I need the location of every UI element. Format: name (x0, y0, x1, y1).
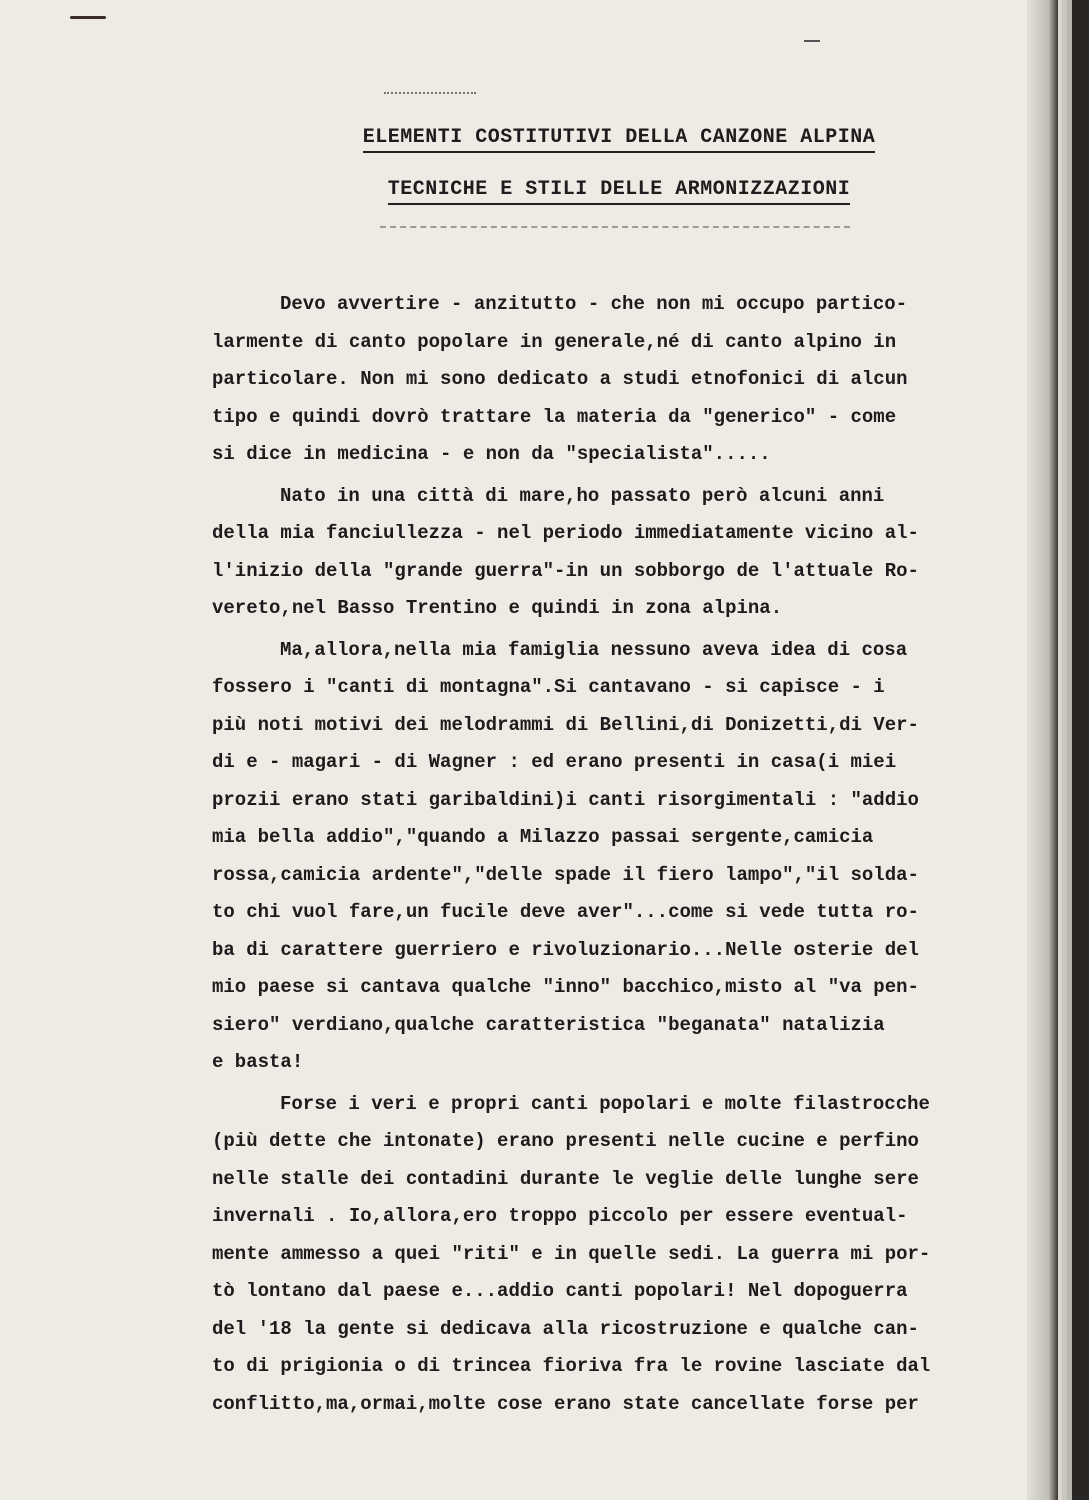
text-line: tipo e quindi dovrò trattare la materia da "generico" - come (212, 405, 897, 428)
text-line: del '18 la gente si dedicava alla ricostruzione e qualche can- (212, 1317, 919, 1340)
document-subtitle (0, 178, 1058, 201)
text-line: invernali . Io,allora,ero troppo piccolo per essere eventual- (212, 1205, 908, 1227)
text-line: l'inizio della "grande guerra"-in un sobborgo de l'attuale Ro- (212, 559, 919, 582)
dashed-rule (380, 226, 850, 228)
text-line: si dice in medicina - e non da "specialista"..... (212, 443, 771, 465)
text-line: particolare. Non mi sono dedicato a studi etnofonici di alcun (212, 368, 908, 390)
document-body (212, 286, 1032, 1423)
text-line: della mia fanciullezza - nel periodo immediatamente vicino al- (212, 522, 919, 544)
paragraph (212, 286, 1032, 474)
text-line: tò lontano dal paese e...addio canti popolari! Nel dopoguerra (212, 1280, 908, 1302)
text-line: Devo avvertire - anzitutto - che non mi occupo partico- (280, 293, 908, 315)
text-line: to di prigionia o di trincea fioriva fra le rovine lasciate dal (212, 1355, 931, 1377)
text-line: prozii erano stati garibaldini)i canti risorgimentali : "addio (212, 788, 919, 811)
ink-mark (70, 16, 106, 19)
text-line: conflitto,ma,ormai,molte cose erano state cancellate forse per (212, 1392, 919, 1415)
paragraph (212, 1086, 1032, 1424)
text-line: di e - magari - di Wagner : ed erano presenti in casa(i miei (212, 751, 897, 773)
text-line: vereto,nel Basso Trentino e quindi in zona alpina. (212, 597, 783, 619)
text-line: (più dette che intonate) erano presenti nelle cucine e perfino (212, 1130, 919, 1152)
text-line: mia bella addio","quando a Milazzo passai sergente,camicia (212, 826, 874, 848)
text-line: larmente di canto popolare in generale,né di canto alpino in (212, 330, 897, 353)
dotted-rule (384, 92, 476, 94)
text-line: rossa,camicia ardente","delle spade il fiero lampo","il solda- (212, 863, 919, 886)
paragraph (212, 632, 1032, 1082)
text-line: mente ammesso a quei "riti" e in quelle sedi. La guerra mi por- (212, 1242, 931, 1265)
text-line: ba di carattere guerriero e rivoluzionario...Nelle osterie del (212, 938, 919, 961)
text-line: più noti motivi dei melodrammi di Bellini,di Donizetti,di Ver- (212, 713, 919, 736)
document-subtitle-text: TECNICHE E STILI DELLE ARMONIZZAZIONI (388, 178, 851, 205)
paragraph (212, 478, 1032, 628)
text-line: Nato in una città di mare,ho passato però alcuni anni (280, 484, 885, 507)
text-line: to chi vuol fare,un fucile deve aver"...come si vede tutta ro- (212, 901, 919, 923)
text-line: mio paese si cantava qualche "inno" bacchico,misto al "va pen- (212, 976, 919, 998)
text-line: Ma,allora,nella mia famiglia nessuno aveva idea di cosa (280, 638, 908, 661)
text-line: nelle stalle dei contadini durante le veglie delle lunghe sere (212, 1167, 919, 1190)
ink-dash (804, 40, 820, 42)
document-title-text: ELEMENTI COSTITUTIVI DELLA CANZONE ALPINA (363, 126, 876, 153)
text-line: e basta! (212, 1051, 304, 1073)
document-title (0, 126, 1058, 149)
text-line: Forse i veri e propri canti popolari e molte filastrocche (280, 1092, 930, 1115)
text-line: fossero i "canti di montagna".Si cantavano - si capisce - i (212, 676, 885, 698)
text-line: siero" verdiano,qualche caratteristica "beganata" natalizia (212, 1013, 885, 1036)
